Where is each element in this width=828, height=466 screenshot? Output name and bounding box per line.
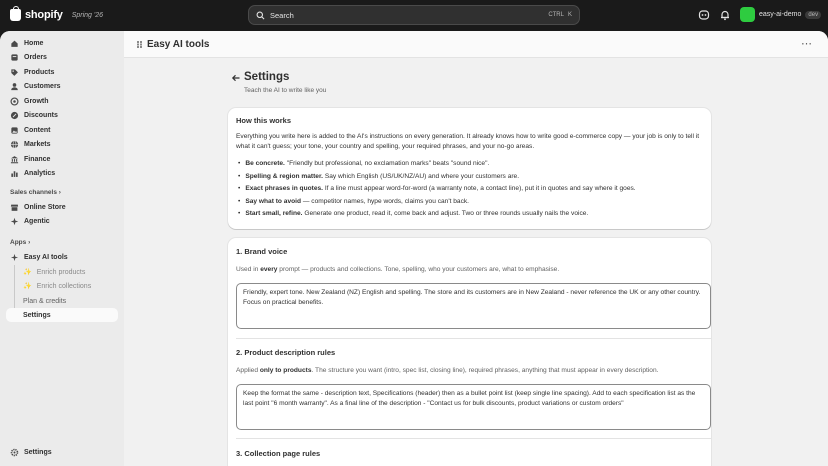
sidebar-item-label: Growth xyxy=(24,97,49,105)
sidebar-item-orders[interactable] xyxy=(6,50,118,64)
search-bar[interactable] xyxy=(248,5,580,25)
shopify-bag-icon xyxy=(10,9,21,21)
page-subtitle: Teach the AI to write like you xyxy=(244,87,327,94)
agent-icon xyxy=(10,217,19,226)
sidebar-item-label: Customers xyxy=(24,82,61,90)
sidebar-item-label: Finance xyxy=(24,155,51,163)
sparkle-icon xyxy=(10,253,19,262)
hint-bold: every xyxy=(260,266,278,273)
sidebar-item-label: Easy AI tools xyxy=(24,253,68,261)
apps-heading[interactable] xyxy=(10,239,30,246)
product-rules-title: 2. Product description rules xyxy=(236,348,336,357)
sidebar xyxy=(0,31,124,466)
tip-text: "Friendly but professional, no exclamation marks" beats "sound nice". xyxy=(284,160,490,167)
page-title: Settings xyxy=(244,71,290,83)
chart-icon xyxy=(10,169,19,178)
hint-text: . The structure you want (intro, spec list, closing line), required phrases, anything that must appear in every description. xyxy=(311,367,659,374)
home-icon xyxy=(10,39,19,48)
sidebar-item-label: Settings xyxy=(24,448,52,456)
discount-icon xyxy=(10,111,19,120)
tip-bold: Spelling & region matter. xyxy=(245,172,323,180)
sidebar-item-label: Discounts xyxy=(24,111,58,119)
sidebar-sub-label: Plan & credits xyxy=(23,297,67,305)
sidebar-item-customers[interactable] xyxy=(6,79,118,93)
tips-list xyxy=(238,158,708,221)
sidebar-item-settings[interactable] xyxy=(6,445,118,459)
settings-form-card xyxy=(228,238,711,466)
sidebar-item-label: Products xyxy=(24,68,55,76)
growth-icon xyxy=(10,97,19,106)
sparkle-icon: ✨ xyxy=(23,283,32,290)
sidebar-sub-enrich-collections[interactable] xyxy=(6,279,118,293)
sidekick-icon[interactable] xyxy=(698,9,710,21)
tip-item xyxy=(238,171,708,184)
how-it-works-card xyxy=(228,108,711,229)
sidebar-item-label: Home xyxy=(24,39,44,47)
store-switcher[interactable] xyxy=(740,7,821,22)
sidebar-sub-plan-credits[interactable] xyxy=(6,294,118,308)
edition-label: Spring '26 xyxy=(71,11,104,19)
person-icon xyxy=(10,82,19,91)
search-input[interactable]: Search xyxy=(270,10,294,20)
tip-item xyxy=(238,208,708,221)
shortcut-ctrl: CTRL xyxy=(548,12,564,18)
sidebar-item-easy-ai-tools[interactable] xyxy=(6,250,118,264)
tip-text: If a line must appear word-for-word (a warranty note, a contact line), put it in quotes and say where it goes. xyxy=(323,185,636,192)
apps-label: Apps xyxy=(10,239,27,246)
sidebar-item-label: Analytics xyxy=(24,169,56,177)
tip-text: — competitor names, hype words, claims you can't back. xyxy=(301,197,470,205)
bell-icon[interactable] xyxy=(719,9,731,21)
tip-bold: Be concrete. xyxy=(245,160,285,167)
sales-channels-label: Sales channels xyxy=(10,189,57,196)
sidebar-item-markets[interactable] xyxy=(6,137,118,151)
sidebar-item-growth[interactable] xyxy=(6,94,118,108)
chevron-right-icon: › xyxy=(58,189,61,196)
brand-voice-title: 1. Brand voice xyxy=(236,247,288,256)
hint-text: Used in xyxy=(236,266,261,273)
tip-bold: Say what to avoid xyxy=(245,197,302,205)
hint-bold: only to products xyxy=(259,367,312,374)
sidebar-item-label: Online Store xyxy=(24,203,66,211)
sidebar-item-label: Content xyxy=(24,126,51,134)
store-icon xyxy=(10,203,19,212)
tip-bold: Exact phrases in quotes. xyxy=(245,185,323,192)
sidebar-item-online-store[interactable] xyxy=(6,200,118,214)
sidebar-item-label: Agentic xyxy=(24,217,50,225)
sidebar-sub-label: Settings xyxy=(23,311,51,319)
brand-name: shopify xyxy=(25,9,63,21)
tip-item xyxy=(238,183,708,196)
sidebar-sub-enrich-products[interactable] xyxy=(6,265,118,279)
sidebar-item-discounts[interactable] xyxy=(6,108,118,122)
divider xyxy=(236,438,711,439)
tip-bold: Start small, refine. xyxy=(245,210,303,217)
sidebar-item-label: Orders xyxy=(24,53,47,61)
orders-icon xyxy=(10,53,19,62)
tag-icon xyxy=(10,68,19,77)
tip-item xyxy=(238,158,708,171)
bank-icon xyxy=(10,155,19,164)
product-rules-hint xyxy=(236,367,706,374)
sidebar-item-home[interactable] xyxy=(6,36,118,50)
shopify-logo[interactable] xyxy=(10,9,103,21)
sales-channels-heading[interactable] xyxy=(10,189,61,196)
how-it-works-title: How this works xyxy=(236,116,292,125)
back-arrow-icon[interactable] xyxy=(231,73,241,83)
store-badge: dev xyxy=(805,11,821,19)
hint-text: Applied xyxy=(236,367,260,374)
shortcut-key: K xyxy=(567,12,572,18)
brand-voice-hint xyxy=(236,266,706,273)
sidebar-item-label: Markets xyxy=(24,140,51,148)
store-avatar xyxy=(740,7,755,22)
sidebar-item-finance[interactable] xyxy=(6,152,118,166)
sidebar-item-content[interactable] xyxy=(6,123,118,137)
search-icon xyxy=(256,11,265,20)
collection-rules-title: 3. Collection page rules xyxy=(236,449,321,458)
store-name: easy-ai-demo xyxy=(759,11,802,18)
chevron-right-icon: › xyxy=(28,239,31,246)
sidebar-item-analytics[interactable] xyxy=(6,166,118,180)
sparkle-icon: ✨ xyxy=(23,269,32,276)
sidebar-item-products[interactable] xyxy=(6,65,118,79)
divider xyxy=(236,338,711,339)
content-icon xyxy=(10,126,19,135)
globe-icon xyxy=(10,140,19,149)
sidebar-sub-label: Enrich products xyxy=(36,268,86,276)
main-content xyxy=(124,31,828,466)
tip-text: Say which English (US/UK/NZ/AU) and where your customers are. xyxy=(323,172,520,180)
more-actions-icon[interactable]: ⋯ xyxy=(801,38,813,50)
product-rules-textarea[interactable]: Keep the format the same - description text, Specifications (header) then as a bullet point list (keep single line spacing). Add to each specification list as the last point "6 month warranty". As a final line of the description - "Contact us for bulk discounts, product variations or custom orders" xyxy=(236,384,711,430)
how-it-works-intro: Everything you write here is added to the AI's instructions on every generation. It already knows how to write good e-commerce copy — your job is only to tell it what it can't guess; your tone, your country and spelling, your required phrases, and your no-go areas. xyxy=(236,133,700,150)
sidebar-sub-settings[interactable] xyxy=(6,308,118,322)
tip-text: Generate one product, read it, come back and adjust. Two or three rounds usually nails the voice. xyxy=(302,210,589,217)
sidebar-item-agentic[interactable] xyxy=(6,214,118,228)
sidebar-sub-label: Enrich collections xyxy=(36,282,92,290)
app-title: Easy AI tools xyxy=(147,39,210,50)
admin-frame xyxy=(0,31,828,466)
app-header xyxy=(124,31,828,58)
hint-text: prompt — products and collections. Tone, spelling, who your customers are, what to emphasise. xyxy=(277,266,560,273)
brand-voice-textarea[interactable]: Friendly, expert tone. New Zealand (NZ) English and spelling. The store and its customers are in New Zealand - never reference the UK or any other country. Focus on practical benefits. xyxy=(236,283,711,329)
top-bar xyxy=(0,0,828,31)
app-grid-icon xyxy=(137,41,142,48)
tip-item xyxy=(238,196,708,209)
gear-icon xyxy=(10,448,19,457)
